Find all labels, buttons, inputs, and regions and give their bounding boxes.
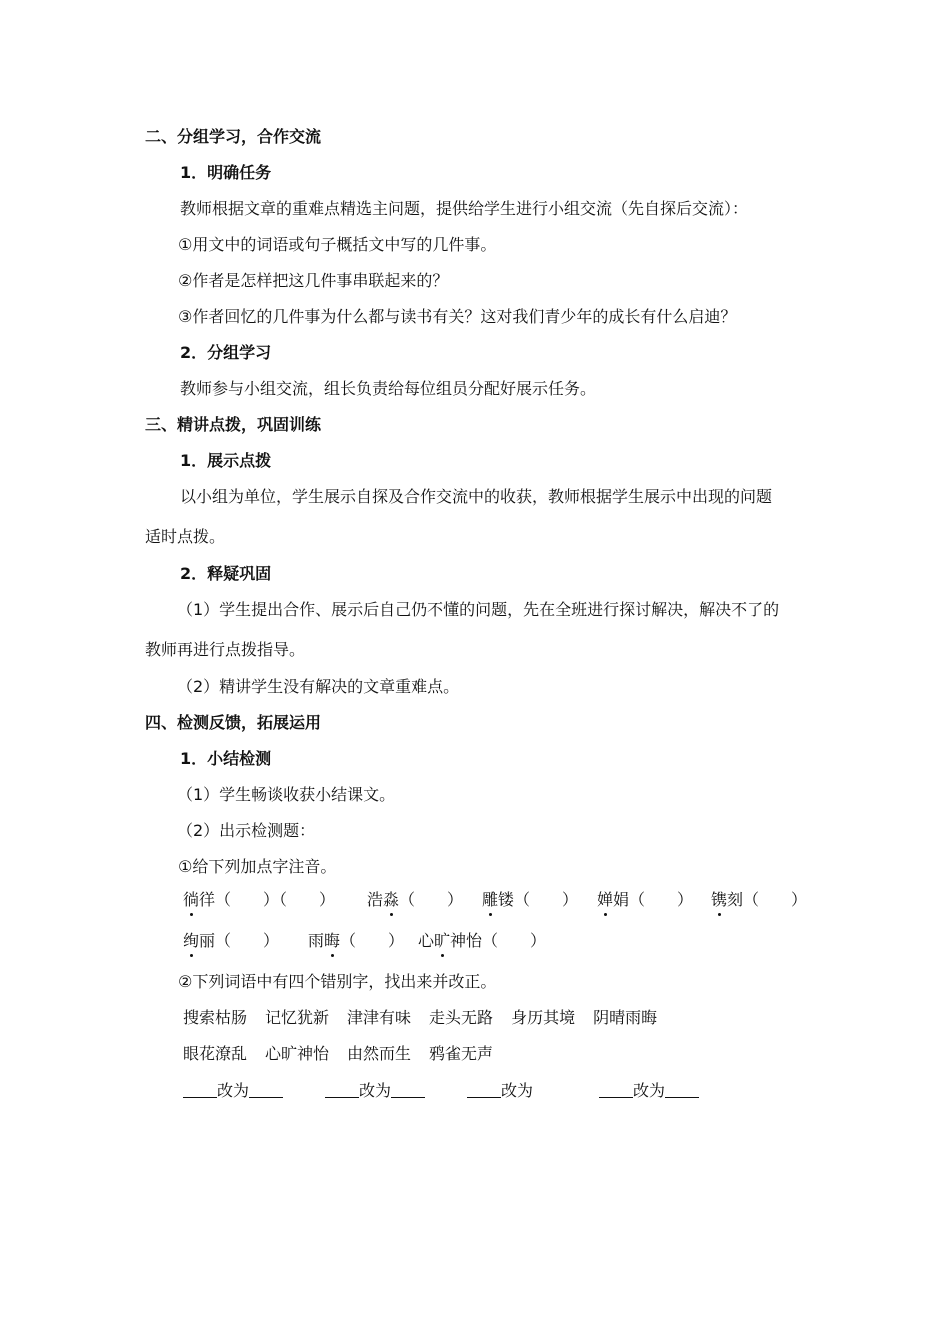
word-item: 阴晴雨晦	[593, 1008, 658, 1027]
exercise-1-prompt: ①给下列加点字注音。	[178, 857, 337, 876]
section-2-subheading-2: 2．分组学习	[180, 343, 272, 362]
section-2-paragraph: 教师参与小组交流，组长负责给每位组员分配好展示任务。	[180, 379, 597, 398]
section-3-paragraph-1a: 以小组为单位，学生展示自探及合作交流中的收获，教师根据学生展示中出现的问题	[180, 487, 773, 506]
section-2-heading: 二、分组学习，合作交流	[145, 127, 322, 146]
word-item: 搜索枯肠	[183, 1008, 248, 1027]
pinyin-item: 镌刻（ ）	[711, 890, 808, 909]
answer-blank[interactable]	[183, 1081, 217, 1098]
answer-blank[interactable]	[599, 1081, 633, 1098]
pinyin-item: 徜徉（ ）（ ）	[183, 890, 336, 909]
word-item: 走头无路	[429, 1008, 494, 1027]
answer-blank[interactable]	[467, 1081, 501, 1098]
pinyin-item: 心旷神怡（ ）	[418, 931, 547, 950]
section-3-paragraph-1b: 适时点拨。	[145, 527, 226, 546]
pinyin-item: 绚丽（ ）	[183, 931, 280, 950]
section-4-subheading-1: 1．小结检测	[180, 749, 272, 768]
word-item: 鸦雀无声	[429, 1044, 494, 1063]
correction-item: 改为	[599, 1081, 699, 1101]
correction-item: 改为	[325, 1081, 425, 1101]
section-4-heading: 四、检测反馈，拓展运用	[145, 713, 322, 732]
correction-item: 改为	[467, 1081, 533, 1101]
pinyin-item: 浩淼（ ）	[367, 890, 464, 909]
word-item: 心旷神怡	[265, 1044, 330, 1063]
section-3-paragraph-3: （2）精讲学生没有解决的文章重难点。	[177, 677, 460, 696]
word-list-row	[183, 1044, 511, 1064]
section-4-paragraph-1: （1）学生畅谈收获小结课文。	[177, 785, 396, 804]
word-item: 记忆犹新	[265, 1008, 330, 1027]
question-1: ①用文中的词语或句子概括文中写的几件事。	[178, 235, 497, 254]
section-3-subheading-2: 2．释疑巩固	[180, 564, 272, 583]
answer-blank[interactable]	[249, 1081, 283, 1098]
pinyin-item: 雕镂（ ）	[482, 890, 579, 909]
correction-row	[183, 1081, 699, 1101]
answer-blank[interactable]	[391, 1081, 425, 1098]
answer-blank[interactable]	[665, 1081, 699, 1098]
word-item: 身历其境	[511, 1008, 576, 1027]
section-3-paragraph-2a: （1）学生提出合作、展示后自己仍不懂的问题，先在全班进行探讨解决，解决不了的	[177, 600, 780, 619]
section-3-subheading-1: 1．展示点拨	[180, 451, 272, 470]
section-3-paragraph-2b: 教师再进行点拨指导。	[145, 640, 306, 659]
correction-item: 改为	[183, 1081, 283, 1101]
section-2-intro: 教师根据文章的重难点精选主问题，提供给学生进行小组交流（先自探后交流）：	[180, 199, 749, 218]
word-list-row	[183, 1008, 675, 1028]
exercise-2-prompt: ②下列词语中有四个错别字，找出来并改正。	[178, 972, 497, 991]
word-item: 津津有味	[347, 1008, 412, 1027]
section-3-heading: 三、精讲点拨，巩固训练	[145, 415, 322, 434]
pinyin-item: 婵娟（ ）	[597, 890, 694, 909]
word-item: 由然而生	[347, 1044, 412, 1063]
question-2: ②作者是怎样把这几件事串联起来的？	[178, 271, 449, 290]
answer-blank[interactable]	[325, 1081, 359, 1098]
section-2-subheading-1: 1．明确任务	[180, 163, 272, 182]
pinyin-item: 雨晦（ ）	[308, 931, 405, 950]
section-4-paragraph-2: （2）出示检测题：	[177, 821, 316, 840]
question-3: ③作者回忆的几件事为什么都与读书有关？这对我们青少年的成长有什么启迪？	[178, 307, 737, 326]
word-item: 眼花潦乱	[183, 1044, 248, 1063]
